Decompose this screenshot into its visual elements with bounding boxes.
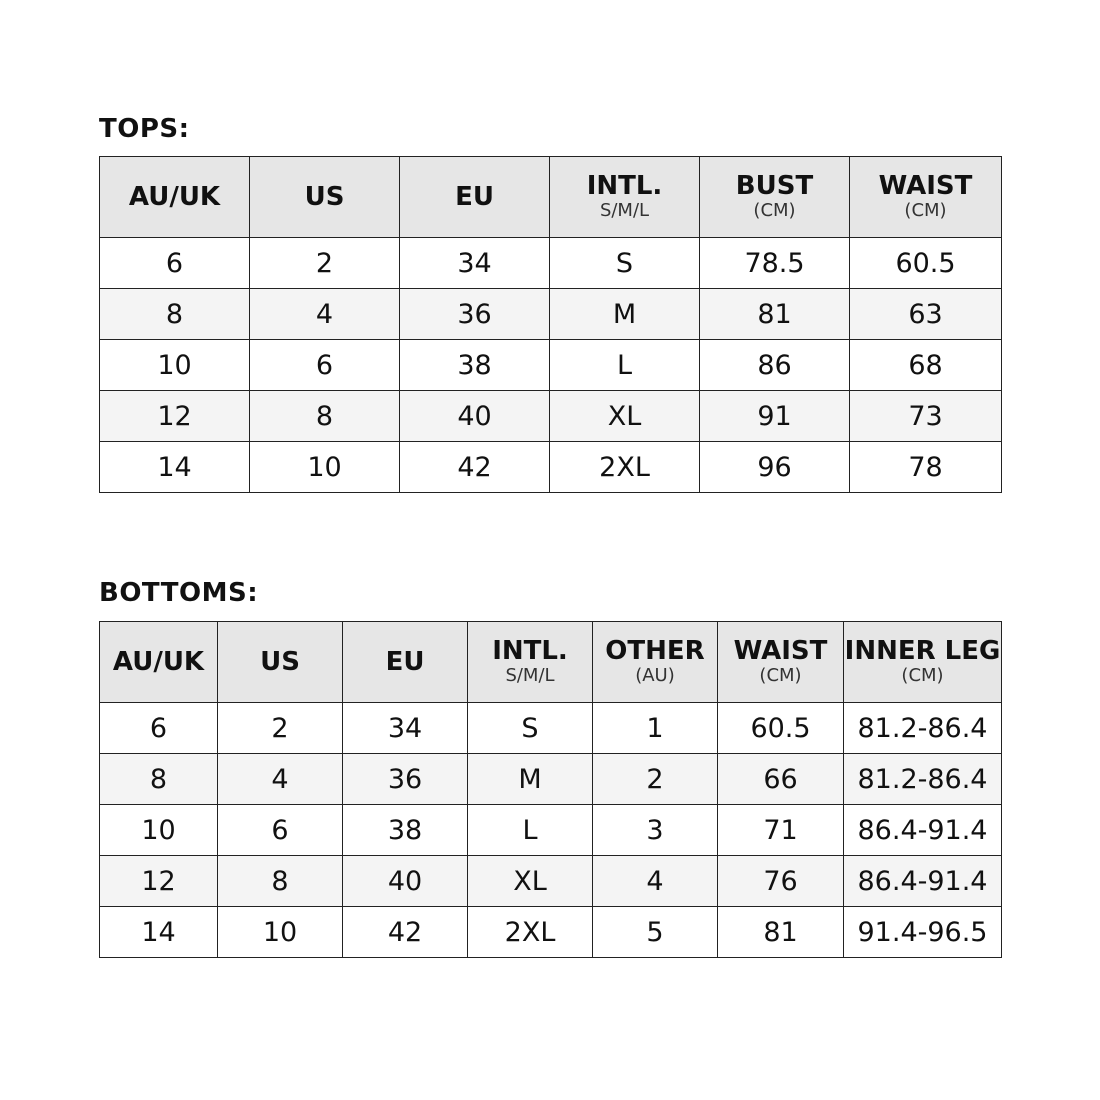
table-cell: 81 [718,907,844,958]
table-cell: 8 [100,289,250,340]
table-cell: 42 [343,907,468,958]
table-row [100,442,1002,493]
table-cell: 86 [700,340,850,391]
tops-header-us: US [250,157,400,238]
bottoms-size-table [99,621,1002,958]
table-cell: 10 [100,805,218,856]
table-cell: 2 [250,238,400,289]
table-cell: 78.5 [700,238,850,289]
table-cell: 40 [400,391,550,442]
table-cell: 81.2-86.4 [844,703,1002,754]
table-cell: 14 [100,907,218,958]
table-cell: XL [468,856,593,907]
bottoms-section-title: BOTTOMS: [99,578,259,608]
table-row [100,703,1002,754]
table-row [100,805,1002,856]
table-cell: 2XL [468,907,593,958]
tops-header-waist: WAIST (CM) [850,157,1002,238]
table-cell: S [550,238,700,289]
table-cell: 81 [700,289,850,340]
table-cell: 6 [218,805,343,856]
table-cell: 91 [700,391,850,442]
bottoms-header-eu: EU [343,622,468,703]
table-cell: 6 [100,238,250,289]
table-cell: 60.5 [718,703,844,754]
table-cell: 96 [700,442,850,493]
table-cell: M [468,754,593,805]
table-row [100,340,1002,391]
table-cell: 1 [593,703,718,754]
table-cell: 40 [343,856,468,907]
table-cell: XL [550,391,700,442]
table-cell: 63 [850,289,1002,340]
table-row [100,289,1002,340]
table-cell: S [468,703,593,754]
bottoms-header-us: US [218,622,343,703]
bottoms-header-row [100,622,1002,703]
table-cell: L [468,805,593,856]
table-cell: 8 [250,391,400,442]
table-cell: 6 [100,703,218,754]
table-row [100,754,1002,805]
table-cell: 34 [400,238,550,289]
tops-header-eu: EU [400,157,550,238]
table-cell: 34 [343,703,468,754]
table-cell: 36 [343,754,468,805]
bottoms-table-body [100,703,1002,958]
table-cell: 71 [718,805,844,856]
tops-header-au-uk: AU/UK [100,157,250,238]
table-cell: 3 [593,805,718,856]
bottoms-header-au-uk: AU/UK [100,622,218,703]
table-cell: 73 [850,391,1002,442]
table-cell: 76 [718,856,844,907]
table-cell: 8 [218,856,343,907]
table-cell: 8 [100,754,218,805]
bottoms-header-intl: INTL. S/M/L [468,622,593,703]
bottoms-header-other: OTHER (AU) [593,622,718,703]
table-row [100,391,1002,442]
tops-header-bust: BUST (CM) [700,157,850,238]
table-cell: 66 [718,754,844,805]
table-cell: 10 [218,907,343,958]
table-cell: M [550,289,700,340]
table-cell: 4 [250,289,400,340]
table-cell: 4 [593,856,718,907]
table-cell: 38 [343,805,468,856]
table-cell: 78 [850,442,1002,493]
table-cell: 2 [593,754,718,805]
tops-size-table [99,156,1002,493]
table-cell: 86.4-91.4 [844,805,1002,856]
table-cell: 10 [250,442,400,493]
table-cell: L [550,340,700,391]
table-cell: 68 [850,340,1002,391]
table-row [100,907,1002,958]
table-cell: 6 [250,340,400,391]
bottoms-header-waist: WAIST (CM) [718,622,844,703]
bottoms-header-inner-leg: INNER LEG (CM) [844,622,1002,703]
table-cell: 86.4-91.4 [844,856,1002,907]
table-cell: 12 [100,856,218,907]
tops-header-row [100,157,1002,238]
table-cell: 4 [218,754,343,805]
table-row [100,856,1002,907]
table-cell: 14 [100,442,250,493]
table-row [100,238,1002,289]
table-cell: 2XL [550,442,700,493]
table-cell: 42 [400,442,550,493]
tops-section-title: TOPS: [99,114,190,144]
tops-header-intl: INTL. S/M/L [550,157,700,238]
table-cell: 38 [400,340,550,391]
table-cell: 36 [400,289,550,340]
table-cell: 60.5 [850,238,1002,289]
table-cell: 10 [100,340,250,391]
table-cell: 2 [218,703,343,754]
table-cell: 5 [593,907,718,958]
table-cell: 91.4-96.5 [844,907,1002,958]
table-cell: 12 [100,391,250,442]
tops-table-body [100,238,1002,493]
table-cell: 81.2-86.4 [844,754,1002,805]
